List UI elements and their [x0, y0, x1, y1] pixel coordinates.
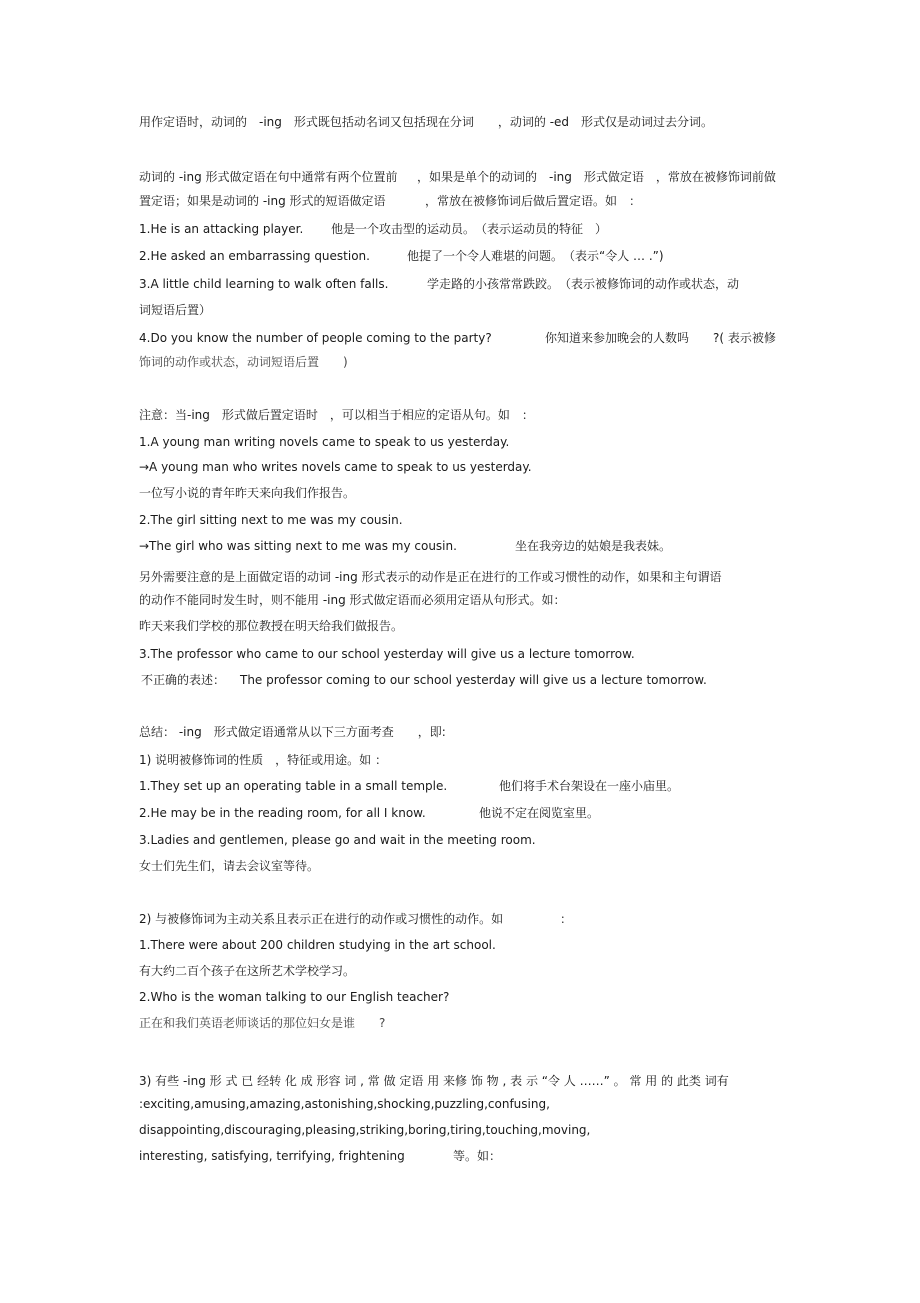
- example-3-cont: 词短语后置）: [139, 303, 212, 317]
- summary-point-1-example-1-en: 1.They set up an operating table in a small temple.: [139, 779, 448, 793]
- summary-point-1-example-1-zh: 他们将手术台架设在一座小庙里。: [499, 779, 680, 793]
- summary-point-3-words-3: [139, 1148, 779, 1164]
- summary-point-1-example-1: [139, 778, 779, 794]
- note-example-1-zh: 一位写小说的青年昨天来向我们作报告。: [139, 486, 356, 500]
- summary-point-3-words-2: disappointing,discouraging,pleasing,striking,boring,tiring,touching,moving,: [139, 1123, 591, 1137]
- example-4-zh: 你知道来参加晚会的人数吗 ?( 表示被修: [545, 331, 776, 345]
- summary-point-2-title-a: 2) 与被修饰词为主动关系且表示正在进行的动作或习惯性的动作。如: [139, 912, 504, 926]
- summary-point-1-example-2-en: 2.He may be in the reading room, for all I know.: [139, 806, 426, 820]
- note-extra-line-1: 另外需要注意的是上面做定语的动词 -ing 形式表示的动作是正在进行的工作或习惯性的动作，如果和主句谓语: [139, 570, 722, 584]
- position-line-2-a: 置定语；如果是动词的 -ing 形式的短语做定语: [139, 194, 386, 208]
- summary-point-1-example-2-zh: 他说不定在阅览室里。: [479, 806, 600, 820]
- position-line-1: [139, 169, 779, 185]
- summary-point-1-example-3-zh: 女士们先生们，请去会议室等待。: [139, 859, 320, 873]
- note-example-3: 3.The professor who came to our school yesterday will give us a lecture tomorrow.: [139, 647, 635, 661]
- position-line-2-b: ，常放在被修饰词后做后置定语。如 ：: [425, 194, 642, 208]
- example-1: [139, 221, 779, 237]
- note-example-2: 2.The girl sitting next to me was my cousin.: [139, 513, 403, 527]
- note-example-3-wrong: [139, 672, 779, 688]
- example-2: [139, 248, 779, 264]
- summary-point-2-example-2-en: 2.Who is the woman talking to our English teacher?: [139, 990, 450, 1004]
- summary-point-1-example-3-en: 3.Ladies and gentlemen, please go and wait in the meeting room.: [139, 833, 536, 847]
- example-3-zh: 学走路的小孩常常跌跤。 （表示被修饰词的动作或状态，动: [427, 277, 740, 291]
- note-example-1: 1.A young man writing novels came to speak to us yesterday.: [139, 435, 510, 449]
- note-example-2-zh: 坐在我旁边的姑娘是我表妹。: [515, 539, 672, 553]
- intro-line: 用作定语时，动词的 -ing 形式既包括动名词又包括现在分词 ，动词的 -ed 形式仅是动词过去分词。: [139, 115, 714, 129]
- summary-point-2-example-1-en: 1.There were about 200 children studying in the art school.: [139, 938, 496, 952]
- summary-point-2-example-2-zh: 正在和我们英语老师谈话的那位妇女是谁 ?: [139, 1016, 386, 1030]
- example-3-en: 3.A little child learning to walk often falls.: [139, 277, 389, 291]
- summary-point-2-title: [139, 911, 779, 927]
- note-example-2-clause: [139, 538, 779, 554]
- note-example-1-clause: →A young man who writes novels came to speak to us yesterday.: [139, 460, 532, 474]
- example-1-zh: 他是一个攻击型的运动员。 （表示运动员的特征 ）: [331, 222, 608, 236]
- note-extra-zh: 昨天来我们学校的那位教授在明天给我们做报告。: [139, 619, 404, 633]
- summary-point-2-title-b: ：: [560, 912, 573, 926]
- summary-point-1-title: 1) 说明被修饰词的性质 ，特征或用途。如 ：: [139, 753, 387, 767]
- note-example-2-clause-en: →The girl who was sitting next to me was my cousin.: [139, 539, 457, 553]
- summary-point-3-words-1: :exciting,amusing,amazing,astonishing,shocking,puzzling,confusing,: [139, 1097, 550, 1111]
- note-title: 注意：当-ing 形式做后置定语时 ，可以相当于相应的定语从句。如 ：: [139, 408, 534, 422]
- example-2-en: 2.He asked an embarrassing question.: [139, 249, 370, 263]
- note-extra-line-2: 的动作不能同时发生时，则不能用 -ing 形式做定语而必须用定语从句形式。如：: [139, 593, 566, 607]
- example-2-zh: 他提了一个令人难堪的问题。 （表示“令人 … .”): [407, 249, 664, 263]
- example-4: [139, 330, 779, 346]
- summary-title: 总结： -ing 形式做定语通常从以下三方面考查 ，即:: [139, 725, 446, 739]
- position-line-1-b: ，如果是单个的动词的 -ing 形式做定语 ，常放在被修饰词前做: [417, 170, 776, 184]
- position-line-1-a: 动词的 -ing 形式做定语在句中通常有两个位置前: [139, 170, 398, 184]
- summary-point-3-words-3-b: 等。如：: [453, 1149, 502, 1163]
- example-3: [139, 276, 779, 292]
- note-wrong-sentence: The professor coming to our school yesterday will give us a lecture tomorrow.: [240, 673, 707, 687]
- summary-point-3-title: 3) 有些 -ing 形 式 已 经转 化 成 形容 词 , 常 做 定语 用 来修 饰 物 , 表 示 “令 人 ……” 。 常 用 的 此类 词有: [139, 1074, 729, 1088]
- note-wrong-label: 不正确的表述：: [141, 673, 226, 687]
- example-1-en: 1.He is an attacking player.: [139, 222, 304, 236]
- summary-point-1-example-2: [139, 805, 779, 821]
- summary-point-3-words-3-a: interesting, satisfying, terrifying, frightening: [139, 1149, 405, 1163]
- position-line-2: [139, 193, 779, 209]
- example-4-cont: 饰词的动作或状态，动词短语后置 ): [139, 355, 348, 369]
- summary-point-2-example-1-zh: 有大约二百个孩子在这所艺术学校学习。: [139, 964, 356, 978]
- example-4-en: 4.Do you know the number of people coming to the party?: [139, 331, 492, 345]
